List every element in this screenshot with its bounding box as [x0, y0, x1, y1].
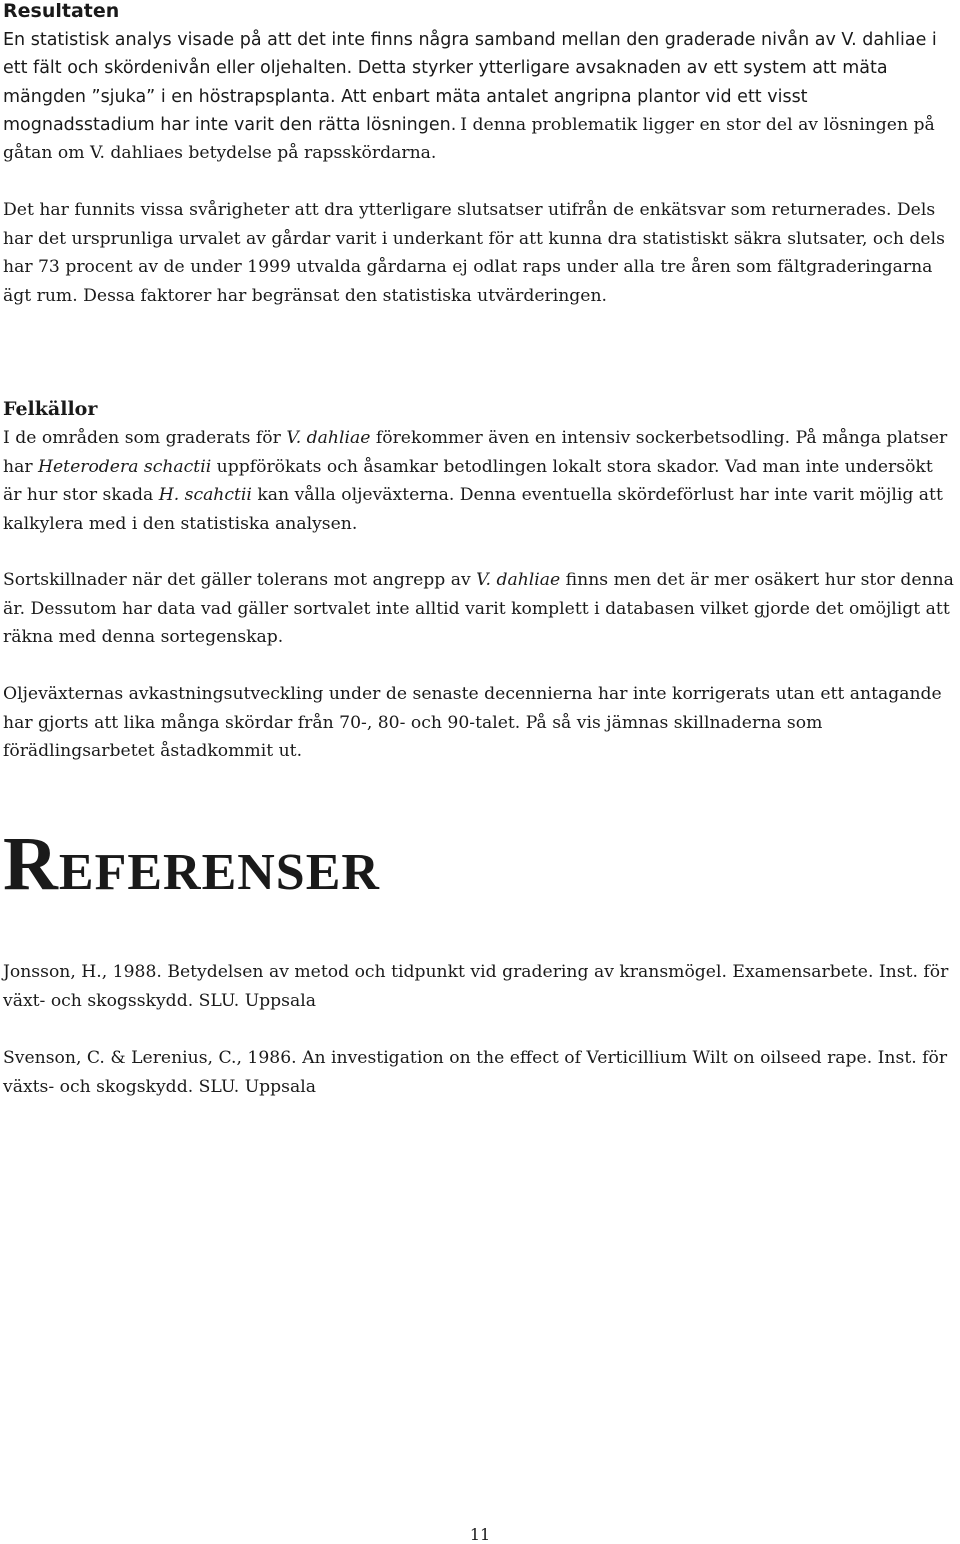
section-heading-referenser: [3, 822, 955, 906]
section-heading-resultaten: Resultaten: [3, 0, 120, 22]
felkallor-paragraph-2: [3, 566, 955, 652]
felkallor-p1-text-3: uppförökats och åsamkar betodlingen lokalt stora skador. Vad man inte undersökt är hur stor skada: [3, 456, 933, 505]
felkallor-paragraph-1: [3, 424, 955, 538]
resultaten-paragraph-2-text-a: Det har funnits vissa svårigheter att dra ytterligare slutsatser utifrån de enkätsvar som returnerades.: [3, 200, 892, 220]
reference-item: Jonsson, H., 1988. Betydelsen av metod och tidpunkt vid gradering av kransmögel. Examensarbete. Inst. för växt- och skogsskydd. SLU. Uppsala: [3, 962, 949, 1011]
resultaten-paragraph-2-text-b: Dels har det ursprunliga urvalet av gårdar varit i underkant för att kunna dra statistiskt säkra slutsater, och dels har 73 procent av de under 1999 utvalda gårdarna ej odlat raps under alla tre åren som fältgraderingarna ägt rum. Dessa faktorer har begränsat den statistiska utvärderingen.: [3, 200, 945, 306]
felkallor-paragraph-3: Oljeväxternas avkastningsutveckling under de senaste decennierna har inte korrigerats utan ett antagande har gjorts att lika många skördar från 70-, 80- och 90-talet. På så vis jämnas skillnaderna som förädlingsarbetet åstadkommit ut.: [3, 684, 942, 761]
felkallor-p2-species-1: V. dahliae: [476, 570, 561, 590]
resultaten-paragraph-1-text-a: En statistisk analys visade på att det inte finns några samband mellan den graderade nivån av V. dahliae i ett fält och skördenivån eller oljehalten. Detta styrker ytterligare avsaknaden av ett system att mäta mängden ”sjuka” i en höstrapsplanta. Att enbart mäta antalet angripna plantor vid ett visst mognadsstadium har inte varit den rätta lösningen.: [3, 30, 937, 135]
felkallor-p1-species-3: H. scahctii: [158, 485, 252, 505]
felkallor-p1-text-1: I de områden som graderats för: [3, 428, 287, 448]
referenser-title-rest: EFERENSER: [58, 844, 380, 901]
section-heading-felkallor: Felkällor: [3, 398, 98, 420]
felkallor-p1-species-1: V. dahliae: [286, 428, 371, 448]
felkallor-p1-text-4: kan vålla oljeväxterna. Denna eventuella skördeförlust har inte varit möjlig att kalkylera med i den statistiska analysen.: [3, 485, 943, 534]
resultaten-paragraph-2: [3, 196, 955, 310]
referenser-title-initial: R: [3, 822, 59, 906]
resultaten-paragraph-1: [3, 26, 955, 168]
felkallor-p1-text-2: förekommer även en intensiv sockerbetsodling. På många platser har: [3, 428, 948, 477]
felkallor-p1-species-2: Heterodera schactii: [38, 456, 212, 477]
felkallor-p2-text-2: finns men det är mer osäkert hur stor denna är. Dessutom har data vad gäller sortvalet inte alltid varit komplett i databasen vilket gjorde det omöjligt att räkna med denna sortegenskap.: [3, 570, 954, 647]
page-number: 11: [469, 1525, 491, 1544]
felkallor-p2-text-1: Sortskillnader när det gäller tolerans mot angrepp av: [3, 570, 477, 590]
resultaten-paragraph-1-text-b: I denna problematik ligger en stor del av lösningen på gåtan om V. dahliaes betydelse på rapsskördarna.: [3, 114, 935, 164]
reference-item: Svenson, C. & Lerenius, C., 1986. An investigation on the effect of Verticillium Wilt on oilseed rape. Inst. för växts- och skogskydd. SLU. Uppsala: [3, 1048, 948, 1097]
